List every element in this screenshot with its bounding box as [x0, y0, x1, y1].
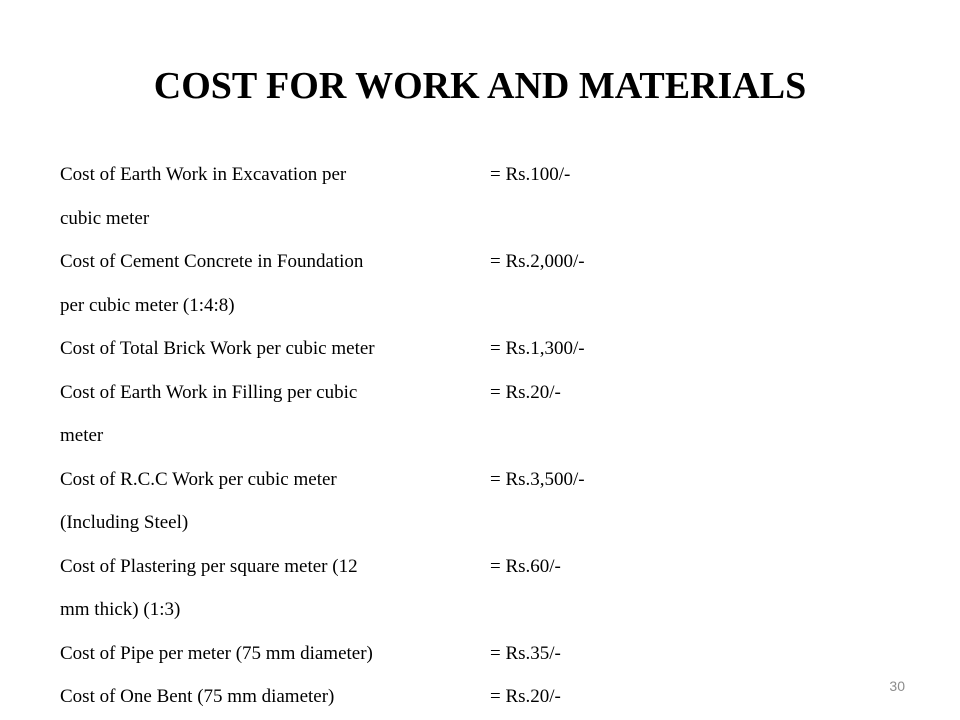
cost-item-description-line: Cost of Total Brick Work per cubic meter: [60, 338, 375, 359]
cost-row-plastering: [60, 545, 680, 632]
cost-item-value: = Rs.3,500/-: [490, 468, 585, 490]
cost-row-earth-work-excavation: [60, 153, 680, 240]
cost-item-value: = Rs.1,300/-: [490, 338, 585, 359]
cost-item-description-line: Cost of R.C.C Work per cubic meter: [60, 468, 337, 490]
cost-item-value: = Rs.100/-: [490, 164, 571, 185]
cost-row-bent: [60, 675, 680, 719]
cost-row-pipe: [60, 632, 680, 676]
cost-item-description-line: mm thick) (1:3): [60, 599, 181, 620]
cost-item-value: = Rs.20/-: [490, 381, 561, 403]
cost-item-description: [60, 371, 490, 458]
cost-item-description-line: Cost of Earth Work in Excavation per: [60, 164, 347, 185]
slide-title: COST FOR WORK AND MATERIALS: [153, 65, 807, 107]
cost-item-description: [60, 458, 490, 545]
cost-item-description-line: Cost of Plastering per square meter (12: [60, 555, 358, 577]
cost-item-description: [60, 632, 490, 676]
cost-item-description: [60, 153, 490, 240]
cost-item-description: [60, 240, 490, 327]
cost-item-description-line: Cost of Earth Work in Filling per cubic: [60, 381, 358, 403]
cost-item-description-line: (Including Steel): [60, 512, 189, 533]
cost-item-value: = Rs.2,000/-: [490, 251, 585, 272]
cost-item-description-line: Cost of One Bent (75 mm diameter): [60, 686, 335, 707]
cost-list: [60, 153, 680, 719]
cost-item-description-line: cubic meter: [60, 207, 150, 229]
cost-item-description: [60, 675, 490, 719]
cost-row-cement-concrete: [60, 240, 680, 327]
cost-item-description-line: Cost of Pipe per meter (75 mm diameter): [60, 642, 373, 664]
cost-item-description: [60, 327, 490, 371]
cost-item-value: = Rs.20/-: [490, 686, 561, 707]
cost-item-value: = Rs.60/-: [490, 555, 561, 577]
cost-row-rcc-work: [60, 458, 680, 545]
cost-item-description-line: meter: [60, 425, 104, 446]
cost-item-description-line: per cubic meter (1:4:8): [60, 294, 235, 316]
cost-item-description-line: Cost of Cement Concrete in Foundation: [60, 251, 364, 272]
cost-item-value: = Rs.35/-: [490, 642, 561, 664]
slide-number: 30: [889, 678, 905, 694]
cost-row-brick-work: [60, 327, 680, 371]
cost-item-description: [60, 545, 490, 632]
cost-row-earth-work-filling: [60, 371, 680, 458]
